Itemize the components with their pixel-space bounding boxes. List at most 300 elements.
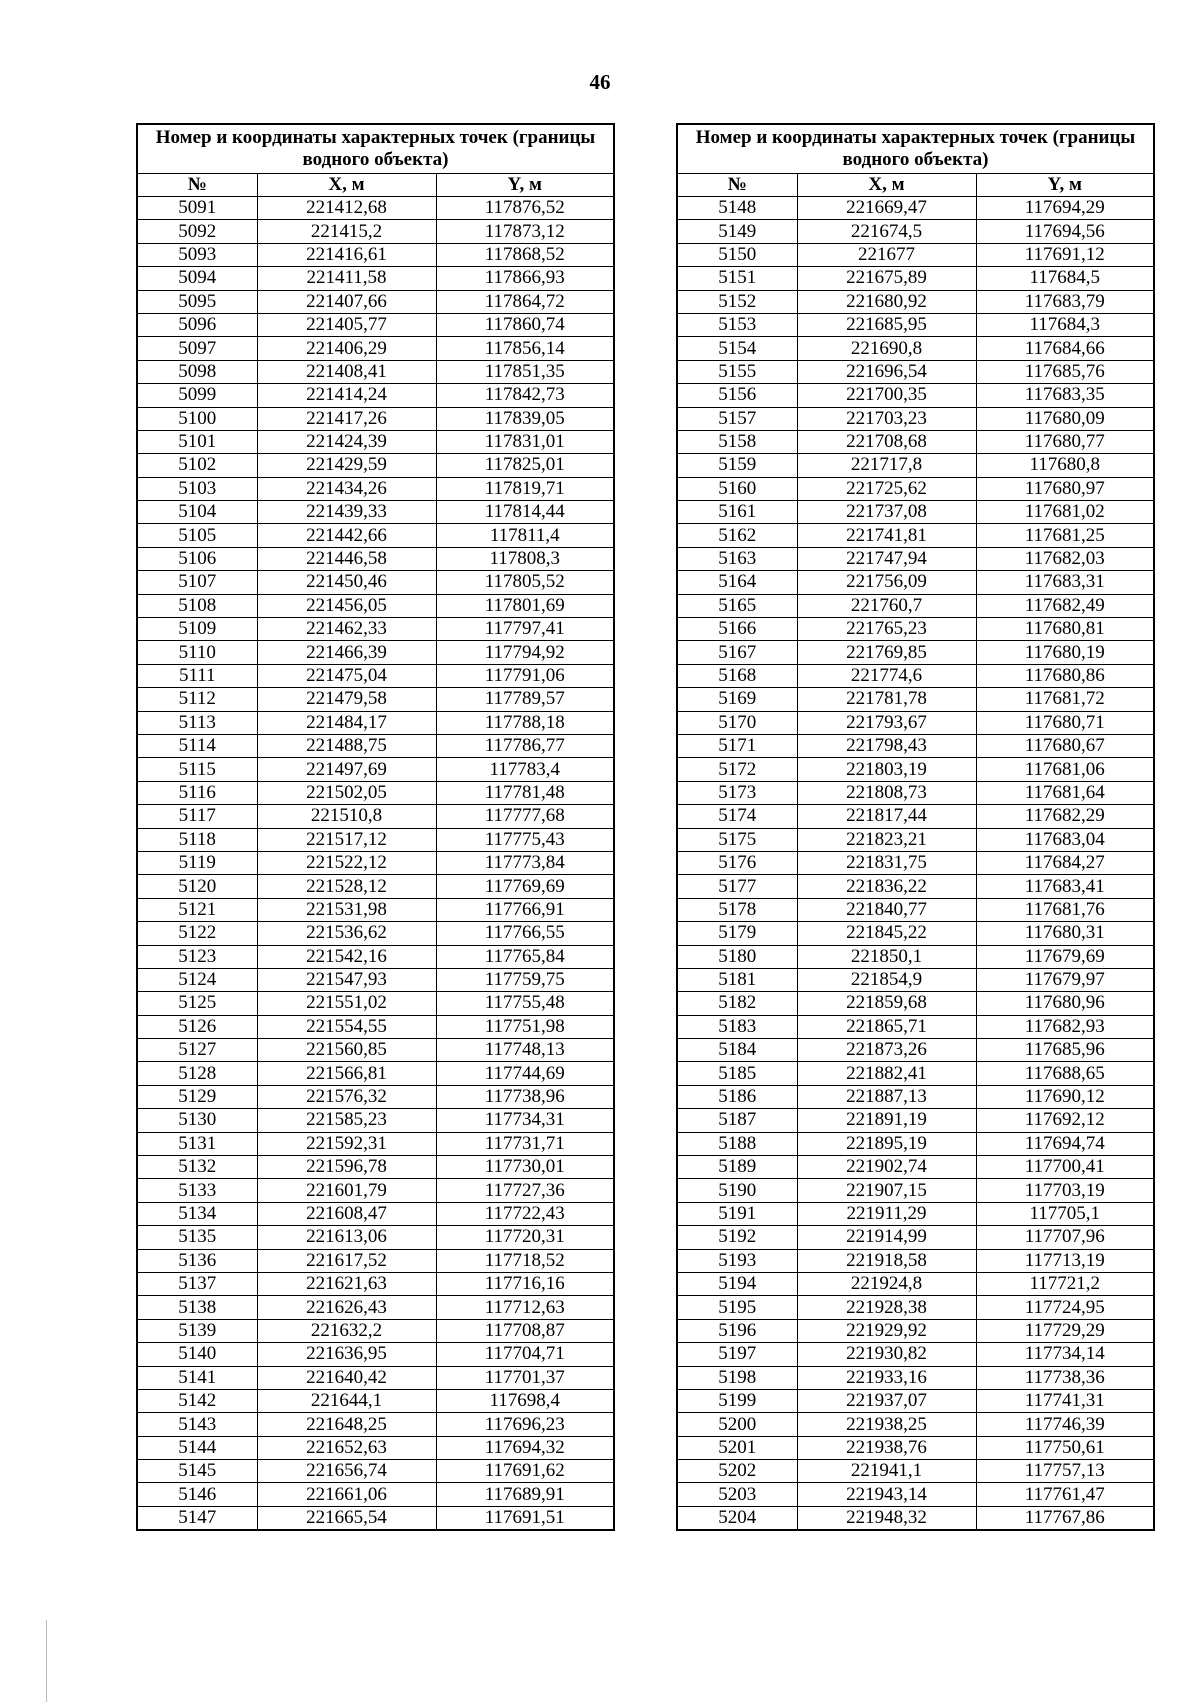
- column-header-number: №: [137, 174, 257, 197]
- point-number-cell: 5127: [137, 1039, 257, 1062]
- y-coordinate-cell: 117721,2: [976, 1272, 1154, 1295]
- y-coordinate-cell: 117788,18: [436, 711, 614, 734]
- y-coordinate-cell: 117773,84: [436, 851, 614, 874]
- y-coordinate-cell: 117819,71: [436, 477, 614, 500]
- x-coordinate-cell: 221669,47: [797, 197, 976, 220]
- x-coordinate-cell: 221416,61: [257, 243, 436, 266]
- x-coordinate-cell: 221765,23: [797, 618, 976, 641]
- y-coordinate-cell: 117748,13: [436, 1039, 614, 1062]
- x-coordinate-cell: 221902,74: [797, 1156, 976, 1179]
- table-row: [137, 1413, 614, 1436]
- point-number-cell: 5100: [137, 407, 257, 430]
- table-row: [677, 1202, 1154, 1225]
- y-coordinate-cell: 117690,12: [976, 1085, 1154, 1108]
- point-number-cell: 5158: [677, 430, 797, 453]
- point-number-cell: 5178: [677, 898, 797, 921]
- table-row: [137, 1202, 614, 1225]
- y-coordinate-cell: 117713,19: [976, 1249, 1154, 1272]
- y-coordinate-cell: 117866,93: [436, 267, 614, 290]
- x-coordinate-cell: 221831,75: [797, 851, 976, 874]
- point-number-cell: 5176: [677, 851, 797, 874]
- y-coordinate-cell: 117738,96: [436, 1085, 614, 1108]
- y-coordinate-cell: 117761,47: [976, 1483, 1154, 1506]
- y-coordinate-cell: 117684,5: [976, 267, 1154, 290]
- table-row: [677, 337, 1154, 360]
- x-coordinate-cell: 221737,08: [797, 501, 976, 524]
- y-coordinate-cell: 117681,64: [976, 781, 1154, 804]
- point-number-cell: 5110: [137, 641, 257, 664]
- y-coordinate-cell: 117794,92: [436, 641, 614, 664]
- y-coordinate-cell: 117682,49: [976, 594, 1154, 617]
- point-number-cell: 5122: [137, 922, 257, 945]
- x-coordinate-cell: 221808,73: [797, 781, 976, 804]
- y-coordinate-cell: 117688,65: [976, 1062, 1154, 1085]
- x-coordinate-cell: 221798,43: [797, 734, 976, 757]
- table-row: [677, 571, 1154, 594]
- y-coordinate-cell: 117731,71: [436, 1132, 614, 1155]
- table-row: [137, 1109, 614, 1132]
- table-row: [137, 898, 614, 921]
- y-coordinate-cell: 117681,02: [976, 501, 1154, 524]
- page-number: 46: [589, 70, 611, 94]
- y-coordinate-cell: 117680,67: [976, 734, 1154, 757]
- table-row: [137, 1296, 614, 1319]
- table-row: [677, 1319, 1154, 1342]
- x-coordinate-cell: 221717,8: [797, 454, 976, 477]
- table-row: [677, 1085, 1154, 1108]
- x-coordinate-cell: 221585,23: [257, 1109, 436, 1132]
- point-number-cell: 5153: [677, 313, 797, 336]
- point-number-cell: 5115: [137, 758, 257, 781]
- point-number-cell: 5157: [677, 407, 797, 430]
- y-coordinate-cell: 117691,12: [976, 243, 1154, 266]
- table-row: [677, 664, 1154, 687]
- x-coordinate-cell: 221769,85: [797, 641, 976, 664]
- point-number-cell: 5095: [137, 290, 257, 313]
- y-coordinate-cell: 117777,68: [436, 805, 614, 828]
- table-row: [137, 805, 614, 828]
- y-coordinate-cell: 117868,52: [436, 243, 614, 266]
- table-row: [137, 734, 614, 757]
- table-row: [137, 1226, 614, 1249]
- y-coordinate-cell: 117766,55: [436, 922, 614, 945]
- x-coordinate-cell: 221462,33: [257, 618, 436, 641]
- x-coordinate-cell: 221680,92: [797, 290, 976, 313]
- table-row: [137, 758, 614, 781]
- point-number-cell: 5125: [137, 992, 257, 1015]
- point-number-cell: 5124: [137, 968, 257, 991]
- point-number-cell: 5203: [677, 1483, 797, 1506]
- margin-mark: [46, 1620, 47, 1702]
- point-number-cell: 5135: [137, 1226, 257, 1249]
- table-row: [677, 1366, 1154, 1389]
- y-coordinate-cell: 117860,74: [436, 313, 614, 336]
- point-number-cell: 5132: [137, 1156, 257, 1179]
- point-number-cell: 5160: [677, 477, 797, 500]
- x-coordinate-cell: 221840,77: [797, 898, 976, 921]
- point-number-cell: 5136: [137, 1249, 257, 1272]
- table-body: [137, 197, 614, 1531]
- x-coordinate-cell: 221873,26: [797, 1039, 976, 1062]
- table-row: [677, 945, 1154, 968]
- y-coordinate-cell: 117783,4: [436, 758, 614, 781]
- point-number-cell: 5199: [677, 1389, 797, 1412]
- x-coordinate-cell: 221747,94: [797, 547, 976, 570]
- table-row: [137, 360, 614, 383]
- y-coordinate-cell: 117873,12: [436, 220, 614, 243]
- table-row: [677, 267, 1154, 290]
- y-coordinate-cell: 117684,66: [976, 337, 1154, 360]
- point-number-cell: 5186: [677, 1085, 797, 1108]
- y-coordinate-cell: 117689,91: [436, 1483, 614, 1506]
- point-number-cell: 5138: [137, 1296, 257, 1319]
- y-coordinate-cell: 117856,14: [436, 337, 614, 360]
- y-coordinate-cell: 117718,52: [436, 1249, 614, 1272]
- point-number-cell: 5173: [677, 781, 797, 804]
- y-coordinate-cell: 117712,63: [436, 1296, 614, 1319]
- table-row: [677, 1296, 1154, 1319]
- table-row: [137, 407, 614, 430]
- y-coordinate-cell: 117691,51: [436, 1506, 614, 1530]
- point-number-cell: 5126: [137, 1015, 257, 1038]
- y-coordinate-cell: 117680,31: [976, 922, 1154, 945]
- point-number-cell: 5137: [137, 1272, 257, 1295]
- y-coordinate-cell: 117727,36: [436, 1179, 614, 1202]
- x-coordinate-cell: 221560,85: [257, 1039, 436, 1062]
- y-coordinate-cell: 117757,13: [976, 1460, 1154, 1483]
- x-coordinate-cell: 221405,77: [257, 313, 436, 336]
- y-coordinate-cell: 117734,14: [976, 1343, 1154, 1366]
- point-number-cell: 5198: [677, 1366, 797, 1389]
- point-number-cell: 5121: [137, 898, 257, 921]
- x-coordinate-cell: 221845,22: [797, 922, 976, 945]
- x-coordinate-cell: 221891,19: [797, 1109, 976, 1132]
- table-row: [137, 1460, 614, 1483]
- table-row: [677, 454, 1154, 477]
- y-coordinate-cell: 117791,06: [436, 664, 614, 687]
- x-coordinate-cell: 221756,09: [797, 571, 976, 594]
- point-number-cell: 5185: [677, 1062, 797, 1085]
- point-number-cell: 5133: [137, 1179, 257, 1202]
- point-number-cell: 5191: [677, 1202, 797, 1225]
- x-coordinate-cell: 221696,54: [797, 360, 976, 383]
- point-number-cell: 5134: [137, 1202, 257, 1225]
- point-number-cell: 5145: [137, 1460, 257, 1483]
- point-number-cell: 5188: [677, 1132, 797, 1155]
- y-coordinate-cell: 117683,31: [976, 571, 1154, 594]
- point-number-cell: 5164: [677, 571, 797, 594]
- point-number-cell: 5141: [137, 1366, 257, 1389]
- x-coordinate-cell: 221522,12: [257, 851, 436, 874]
- table-row: [137, 501, 614, 524]
- x-coordinate-cell: 221674,5: [797, 220, 976, 243]
- point-number-cell: 5128: [137, 1062, 257, 1085]
- table-row: [677, 524, 1154, 547]
- point-number-cell: 5182: [677, 992, 797, 1015]
- point-number-cell: 5181: [677, 968, 797, 991]
- y-coordinate-cell: 117680,71: [976, 711, 1154, 734]
- x-coordinate-cell: 221632,2: [257, 1319, 436, 1342]
- point-number-cell: 5098: [137, 360, 257, 383]
- table-row: [137, 1343, 614, 1366]
- point-number-cell: 5131: [137, 1132, 257, 1155]
- y-coordinate-cell: 117680,96: [976, 992, 1154, 1015]
- y-coordinate-cell: 117682,03: [976, 547, 1154, 570]
- y-coordinate-cell: 117755,48: [436, 992, 614, 1015]
- table-row: [677, 1179, 1154, 1202]
- point-number-cell: 5197: [677, 1343, 797, 1366]
- table-row: [677, 197, 1154, 220]
- table-row: [677, 1389, 1154, 1412]
- x-coordinate-cell: 221675,89: [797, 267, 976, 290]
- y-coordinate-cell: 117708,87: [436, 1319, 614, 1342]
- point-number-cell: 5202: [677, 1460, 797, 1483]
- x-coordinate-cell: 221929,92: [797, 1319, 976, 1342]
- y-coordinate-cell: 117797,41: [436, 618, 614, 641]
- point-number-cell: 5170: [677, 711, 797, 734]
- table-row: [677, 1039, 1154, 1062]
- y-coordinate-cell: 117734,31: [436, 1109, 614, 1132]
- y-coordinate-cell: 117692,12: [976, 1109, 1154, 1132]
- table-row: [677, 360, 1154, 383]
- x-coordinate-cell: 221938,76: [797, 1436, 976, 1459]
- x-coordinate-cell: 221803,19: [797, 758, 976, 781]
- point-number-cell: 5094: [137, 267, 257, 290]
- table-row: [137, 313, 614, 336]
- x-coordinate-cell: 221408,41: [257, 360, 436, 383]
- y-coordinate-cell: 117681,76: [976, 898, 1154, 921]
- table-row: [677, 805, 1154, 828]
- point-number-cell: 5159: [677, 454, 797, 477]
- y-coordinate-cell: 117685,76: [976, 360, 1154, 383]
- table-row: [677, 547, 1154, 570]
- x-coordinate-cell: 221554,55: [257, 1015, 436, 1038]
- x-coordinate-cell: 221644,1: [257, 1389, 436, 1412]
- x-coordinate-cell: 221466,39: [257, 641, 436, 664]
- y-coordinate-cell: 117680,19: [976, 641, 1154, 664]
- point-number-cell: 5113: [137, 711, 257, 734]
- table-row: [677, 594, 1154, 617]
- y-coordinate-cell: 117729,29: [976, 1319, 1154, 1342]
- point-number-cell: 5201: [677, 1436, 797, 1459]
- point-number-cell: 5109: [137, 618, 257, 641]
- y-coordinate-cell: 117746,39: [976, 1413, 1154, 1436]
- x-coordinate-cell: 221551,02: [257, 992, 436, 1015]
- x-coordinate-cell: 221434,26: [257, 477, 436, 500]
- x-coordinate-cell: 221948,32: [797, 1506, 976, 1530]
- x-coordinate-cell: 221708,68: [797, 430, 976, 453]
- point-number-cell: 5177: [677, 875, 797, 898]
- point-number-cell: 5147: [137, 1506, 257, 1530]
- table-row: [677, 711, 1154, 734]
- table-row: [137, 664, 614, 687]
- point-number-cell: 5104: [137, 501, 257, 524]
- y-coordinate-cell: 117781,48: [436, 781, 614, 804]
- y-coordinate-cell: 117683,41: [976, 875, 1154, 898]
- x-coordinate-cell: 221911,29: [797, 1202, 976, 1225]
- y-coordinate-cell: 117801,69: [436, 594, 614, 617]
- table-row: [677, 875, 1154, 898]
- table-row: [677, 922, 1154, 945]
- point-number-cell: 5118: [137, 828, 257, 851]
- y-coordinate-cell: 117680,8: [976, 454, 1154, 477]
- y-coordinate-cell: 117716,16: [436, 1272, 614, 1295]
- point-number-cell: 5165: [677, 594, 797, 617]
- x-coordinate-cell: 221617,52: [257, 1249, 436, 1272]
- table-row: [677, 1506, 1154, 1530]
- table-row: [137, 1039, 614, 1062]
- table-row: [137, 968, 614, 991]
- table-row: [137, 1389, 614, 1412]
- y-coordinate-cell: 117831,01: [436, 430, 614, 453]
- table-row: [677, 313, 1154, 336]
- table-row: [137, 197, 614, 220]
- x-coordinate-cell: 221613,06: [257, 1226, 436, 1249]
- x-coordinate-cell: 221424,39: [257, 430, 436, 453]
- x-coordinate-cell: 221859,68: [797, 992, 976, 1015]
- y-coordinate-cell: 117681,72: [976, 688, 1154, 711]
- point-number-cell: 5192: [677, 1226, 797, 1249]
- y-coordinate-cell: 117786,77: [436, 734, 614, 757]
- table-row: [137, 290, 614, 313]
- table-row: [677, 898, 1154, 921]
- y-coordinate-cell: 117765,84: [436, 945, 614, 968]
- x-coordinate-cell: 221725,62: [797, 477, 976, 500]
- table-row: [677, 243, 1154, 266]
- column-header-y: Y, м: [976, 174, 1154, 197]
- x-coordinate-cell: 221446,58: [257, 547, 436, 570]
- table-row: [137, 1506, 614, 1530]
- point-number-cell: 5155: [677, 360, 797, 383]
- x-coordinate-cell: 221914,99: [797, 1226, 976, 1249]
- point-number-cell: 5161: [677, 501, 797, 524]
- table-row: [677, 1015, 1154, 1038]
- y-coordinate-cell: 117694,29: [976, 197, 1154, 220]
- table-row: [137, 267, 614, 290]
- table-row: [137, 384, 614, 407]
- x-coordinate-cell: 221547,93: [257, 968, 436, 991]
- table-row: [677, 477, 1154, 500]
- x-coordinate-cell: 221576,32: [257, 1085, 436, 1108]
- y-coordinate-cell: 117738,36: [976, 1366, 1154, 1389]
- table-row: [137, 430, 614, 453]
- table-row: [677, 828, 1154, 851]
- point-number-cell: 5168: [677, 664, 797, 687]
- point-number-cell: 5184: [677, 1039, 797, 1062]
- table-row: [137, 922, 614, 945]
- table-row: [137, 1132, 614, 1155]
- x-coordinate-cell: 221517,12: [257, 828, 436, 851]
- x-coordinate-cell: 221411,58: [257, 267, 436, 290]
- x-coordinate-cell: 221636,95: [257, 1343, 436, 1366]
- table-row: [137, 618, 614, 641]
- point-number-cell: 5123: [137, 945, 257, 968]
- table-row: [677, 430, 1154, 453]
- y-coordinate-cell: 117704,71: [436, 1343, 614, 1366]
- table-row: [137, 1319, 614, 1342]
- x-coordinate-cell: 221943,14: [797, 1483, 976, 1506]
- y-coordinate-cell: 117681,06: [976, 758, 1154, 781]
- y-coordinate-cell: 117683,04: [976, 828, 1154, 851]
- table-row: [137, 851, 614, 874]
- table-body: [677, 197, 1154, 1531]
- point-number-cell: 5142: [137, 1389, 257, 1412]
- x-coordinate-cell: 221836,22: [797, 875, 976, 898]
- x-coordinate-cell: 221907,15: [797, 1179, 976, 1202]
- y-coordinate-cell: 117730,01: [436, 1156, 614, 1179]
- y-coordinate-cell: 117814,44: [436, 501, 614, 524]
- table-row: [677, 501, 1154, 524]
- point-number-cell: 5105: [137, 524, 257, 547]
- table-row: [137, 711, 614, 734]
- y-coordinate-cell: 117680,97: [976, 477, 1154, 500]
- point-number-cell: 5106: [137, 547, 257, 570]
- y-coordinate-cell: 117811,4: [436, 524, 614, 547]
- column-header-x: X, м: [797, 174, 976, 197]
- point-number-cell: 5179: [677, 922, 797, 945]
- y-coordinate-cell: 117694,56: [976, 220, 1154, 243]
- table-row: [137, 1272, 614, 1295]
- table-row: [677, 1436, 1154, 1459]
- table-row: [137, 1436, 614, 1459]
- x-coordinate-cell: 221592,31: [257, 1132, 436, 1155]
- y-coordinate-cell: 117683,35: [976, 384, 1154, 407]
- point-number-cell: 5116: [137, 781, 257, 804]
- x-coordinate-cell: 221793,67: [797, 711, 976, 734]
- x-coordinate-cell: 221928,38: [797, 1296, 976, 1319]
- x-coordinate-cell: 221850,1: [797, 945, 976, 968]
- point-number-cell: 5130: [137, 1109, 257, 1132]
- y-coordinate-cell: 117741,31: [976, 1389, 1154, 1412]
- point-number-cell: 5107: [137, 571, 257, 594]
- point-number-cell: 5154: [677, 337, 797, 360]
- point-number-cell: 5117: [137, 805, 257, 828]
- y-coordinate-cell: 117766,91: [436, 898, 614, 921]
- point-number-cell: 5180: [677, 945, 797, 968]
- table-row: [137, 337, 614, 360]
- table-row: [677, 1132, 1154, 1155]
- y-coordinate-cell: 117744,69: [436, 1062, 614, 1085]
- x-coordinate-cell: 221488,75: [257, 734, 436, 757]
- table-title: Номер и координаты характерных точек (границы водного объекта): [677, 124, 1154, 174]
- y-coordinate-cell: 117679,69: [976, 945, 1154, 968]
- point-number-cell: 5114: [137, 734, 257, 757]
- y-coordinate-cell: 117680,81: [976, 618, 1154, 641]
- point-number-cell: 5101: [137, 430, 257, 453]
- table-row: [137, 688, 614, 711]
- table-row: [137, 992, 614, 1015]
- point-number-cell: 5143: [137, 1413, 257, 1436]
- y-coordinate-cell: 117851,35: [436, 360, 614, 383]
- x-coordinate-cell: 221690,8: [797, 337, 976, 360]
- x-coordinate-cell: 221677: [797, 243, 976, 266]
- table-row: [677, 851, 1154, 874]
- y-coordinate-cell: 117694,32: [436, 1436, 614, 1459]
- x-coordinate-cell: 221479,58: [257, 688, 436, 711]
- point-number-cell: 5146: [137, 1483, 257, 1506]
- table-row: [137, 945, 614, 968]
- x-coordinate-cell: 221895,19: [797, 1132, 976, 1155]
- x-coordinate-cell: 221601,79: [257, 1179, 436, 1202]
- point-number-cell: 5169: [677, 688, 797, 711]
- y-coordinate-cell: 117789,57: [436, 688, 614, 711]
- column-header-x: X, м: [257, 174, 436, 197]
- point-number-cell: 5156: [677, 384, 797, 407]
- point-number-cell: 5200: [677, 1413, 797, 1436]
- table-row: [677, 384, 1154, 407]
- x-coordinate-cell: 221566,81: [257, 1062, 436, 1085]
- table-row: [137, 875, 614, 898]
